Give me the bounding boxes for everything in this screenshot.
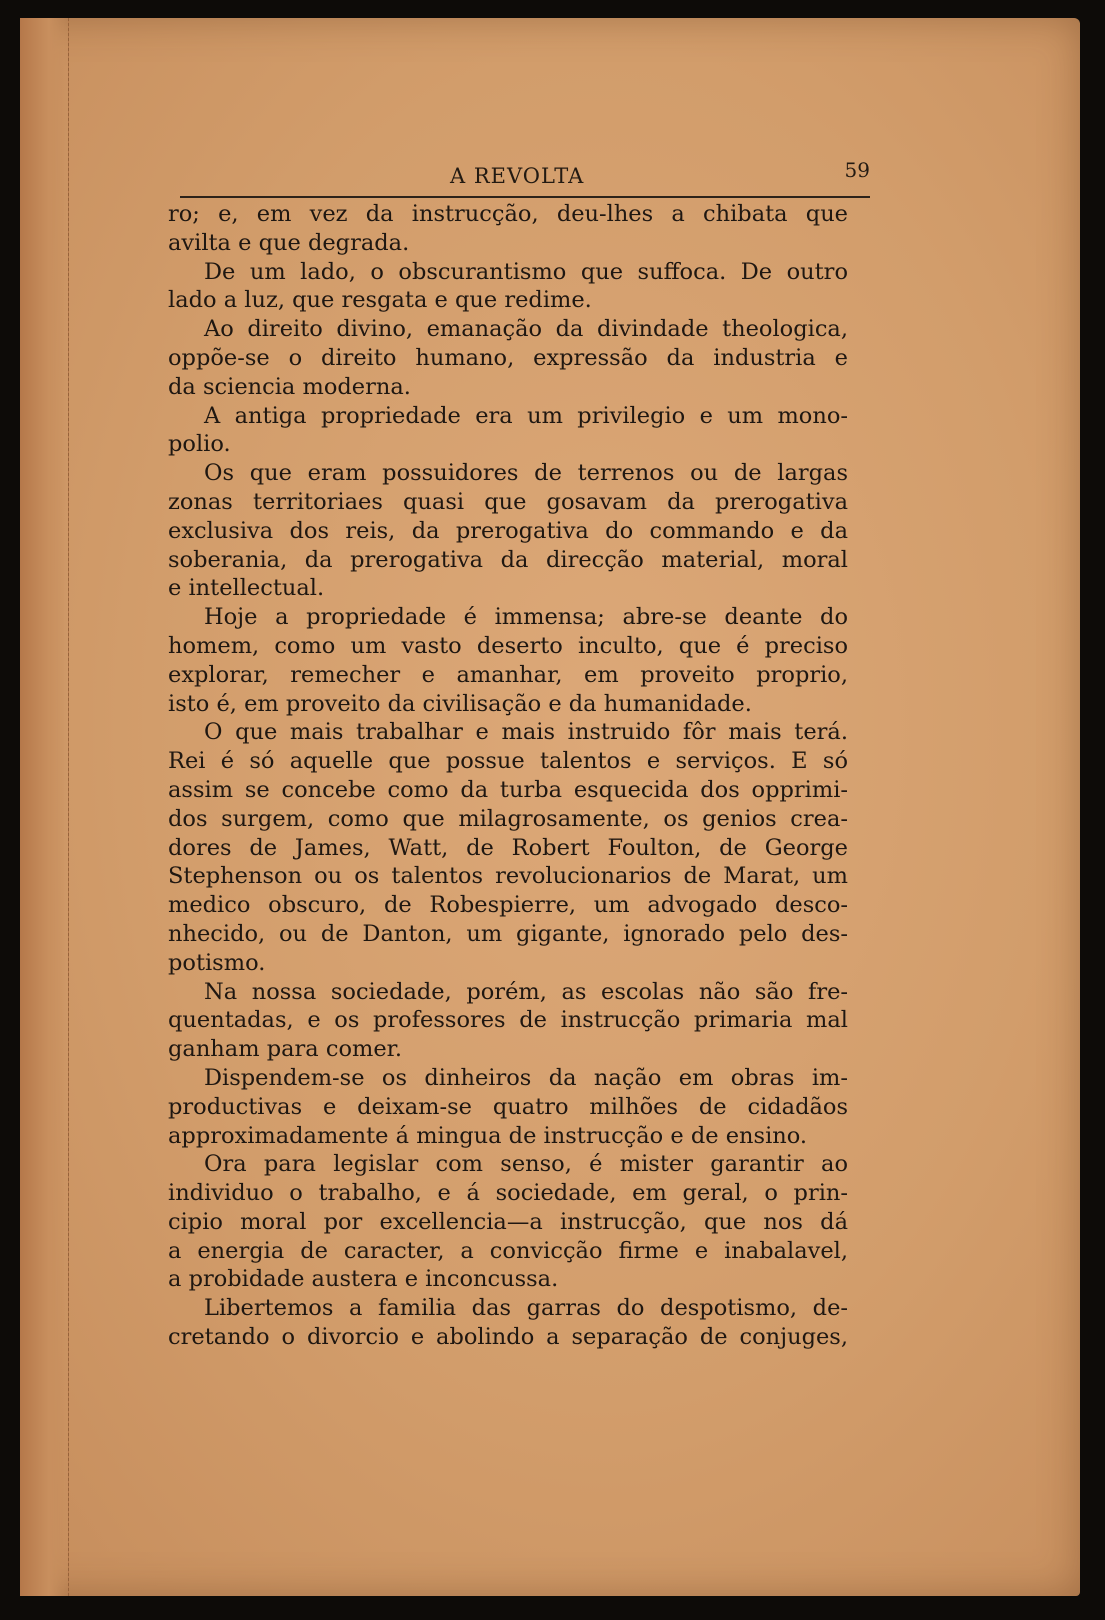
text-line: a probidade austera e inconcussa. <box>168 1266 559 1293</box>
text-line: assim se concebe como da turba esquecida dos opprimi- <box>168 776 848 803</box>
text-line: ro; e, em vez da instrucção, deu-lhes a chibata que <box>168 201 848 227</box>
text-line: avilta e que degrada. <box>168 229 410 256</box>
text-line: A antiga propriedade era um privilegio e um mono- <box>204 402 848 429</box>
text-line: explorar, remecher e amanhar, em proveito proprio, <box>168 661 848 688</box>
text-line: ganham para comer. <box>168 1036 403 1063</box>
text-line: Dispendem-se os dinheiros da nação em obras im- <box>204 1064 848 1091</box>
text-line: dos surgem, como que milagrosamente, os genios crea- <box>168 805 848 832</box>
text-line: Libertemos a familia das garras do despotismo, de- <box>204 1295 848 1322</box>
text-line: Hoje a propriedade é immensa; abre-se deante do <box>204 604 848 631</box>
text-line: De um lado, o obscurantismo que suffoca. De outro <box>204 258 848 285</box>
text-line: nhecido, ou de Danton, um gigante, ignorado pelo des- <box>168 920 848 947</box>
text-line: dores de James, Watt, de Robert Foulton, de George <box>168 834 848 861</box>
text-line: e intellectual. <box>168 575 325 602</box>
text-line: O que mais trabalhar e mais instruido fôr mais terá. <box>204 719 848 746</box>
text-line: a energia de caracter, a convicção firme e inabalavel, <box>168 1237 848 1264</box>
text-line: isto é, em proveito da civilisação e da humanidade. <box>168 690 752 717</box>
text-line: lado a luz, que resgata e que redime. <box>168 287 592 314</box>
text-line: oppõe-se o direito humano, expressão da industria e <box>168 344 848 371</box>
body-text <box>168 200 848 1352</box>
text-line: zonas territoriaes quasi que gosavam da prerogativa <box>168 488 848 515</box>
text-line: potismo. <box>168 949 266 976</box>
text-line: Ora para legislar com senso, é mister garantir ao <box>204 1151 848 1178</box>
text-line: individuo o trabalho, e á sociedade, em geral, o prin- <box>168 1180 848 1207</box>
text-line: exclusiva dos reis, da prerogativa do commando e da <box>168 517 848 544</box>
text-line: approximadamente á mingua de instrucção e de ensino. <box>168 1122 808 1149</box>
page-header <box>180 146 870 194</box>
text-line: Na nossa sociedade, porém, as escolas não são fre- <box>204 978 848 1005</box>
text-line: Os que eram possuidores de terrenos ou de largas <box>204 460 848 487</box>
text-line: cretando o divorcio e abolindo a separação de conjuges, <box>168 1324 848 1351</box>
text-line: da sciencia moderna. <box>168 373 411 400</box>
text-line: polio. <box>168 431 231 458</box>
running-title: A REVOLTA <box>450 164 585 188</box>
text-line: soberania, da prerogativa da direcção material, moral <box>168 546 848 573</box>
text-line: quentadas, e os professores de instrucção primaria mal <box>168 1007 848 1034</box>
page-number: 59 <box>844 158 870 182</box>
text-line: productivas e deixam-se quatro milhões de cidadãos <box>168 1093 848 1120</box>
text-line: homem, como um vasto deserto inculto, que é preciso <box>168 632 848 659</box>
page-spine-edge <box>20 18 69 1596</box>
text-line: Rei é só aquelle que possue talentos e serviços. E só <box>168 748 848 775</box>
header-rule <box>180 196 870 198</box>
text-line: cipio moral por excellencia—a instrucção, que nos dá <box>168 1208 848 1235</box>
text-line: medico obscuro, de Robespierre, um advogado desco- <box>168 892 848 919</box>
text-line: Ao direito divino, emanação da divindade theologica, <box>204 316 848 343</box>
text-line: Stephenson ou os talentos revolucionarios de Marat, um <box>168 863 848 890</box>
